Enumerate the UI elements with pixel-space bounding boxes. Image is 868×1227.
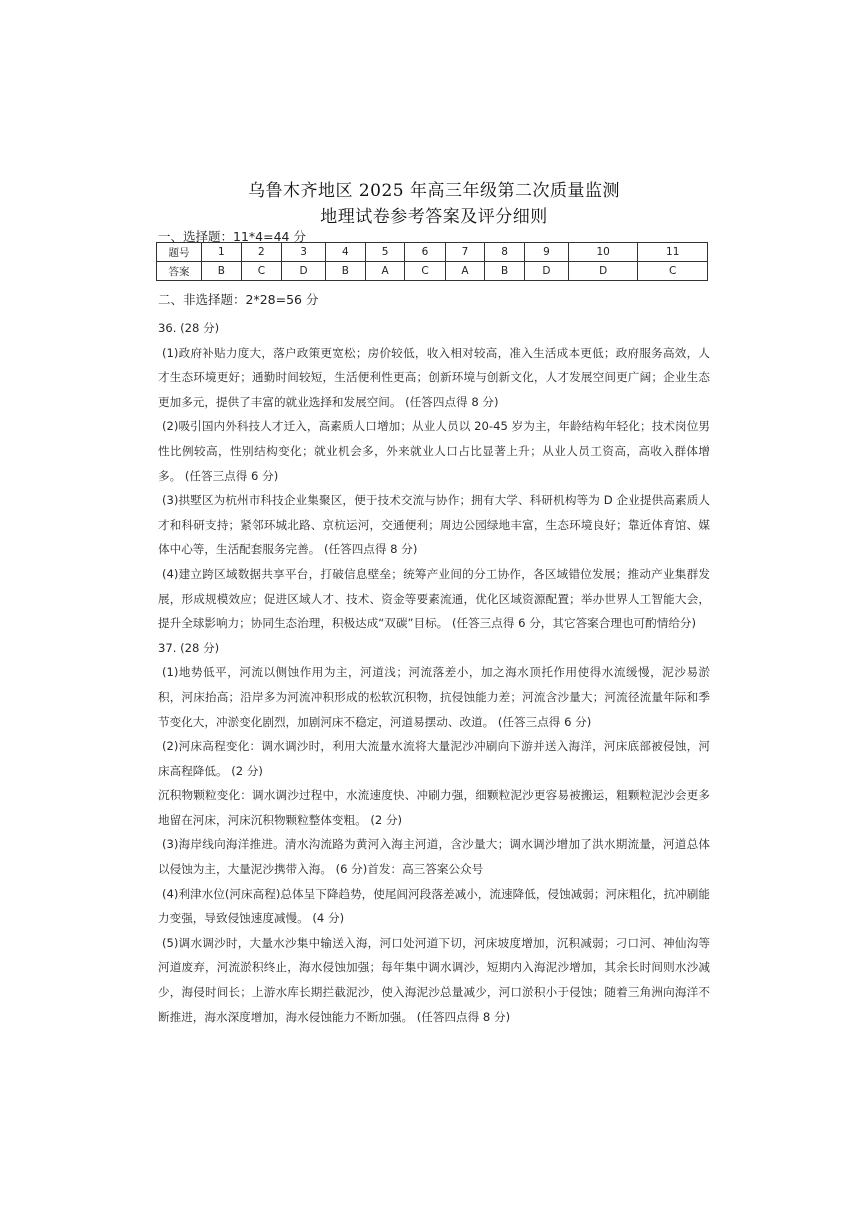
q37-answer-2: (2)河床高程变化：调水调沙时，利用大流量水流将大量泥沙冲刷向下游并送入海洋，河床底部被侵蚀，河床高程降低。 (2 分): [158, 739, 710, 778]
answer-cell: B: [485, 262, 525, 281]
answer-content: [158, 316, 710, 1029]
q36-answer-4: (4)建立跨区域数据共享平台，打破信息壁垒；统筹产业间的分工协作，各区域错位发展；推动产业集群发展，形成规模效应；促进区域人才、技术、资金等要素流通，优化区域资源配置；举办世界人工智能大会，提升全球影响力；协同生态治理，积极达成“双碳”目标。 (任答三点得 6 分，其它答案合理也可酌情给分): [158, 566, 710, 631]
answer-cell: C: [638, 262, 708, 281]
answer-cell: A: [445, 262, 485, 281]
table-row-questions: [157, 243, 708, 262]
question-number-cell: 8: [485, 243, 525, 262]
answer-cell: D: [568, 262, 638, 281]
question-37-label: 37. (28 分): [158, 640, 220, 655]
section-heading-choice: 一、选择题：11*4=44 分: [158, 229, 306, 244]
question-number-cell: 10: [568, 243, 638, 262]
q36-answer-2: (2)吸引国内外科技人才迁入，高素质人口增加；从业人员以 20-45 岁为主，年龄结构年轻化；技术岗位男性比例较高，性别结构变化；就业机会多，外来就业人口占比显著上升；从业人员工资高，高收入群体增多。 (任答三点得 6 分): [158, 419, 710, 483]
question-number-cell: 7: [445, 243, 485, 262]
question-36-label: 36. (28 分): [158, 321, 220, 335]
question-number-cell: 2: [241, 243, 281, 262]
row-label-answer: 答案: [157, 262, 202, 281]
answer-cell: B: [326, 262, 366, 281]
q37-answer-3: (3)海岸线向海洋推进。清水沟流路为黄河入海主河道，含沙量大；调水调沙增加了洪水期流量，河道总体以侵蚀为主，大量泥沙携带入海。 (6 分)首发：高三答案公众号: [158, 837, 710, 877]
question-number-cell: 6: [405, 243, 445, 262]
question-number-cell: 3: [282, 243, 326, 262]
answer-cell: A: [365, 262, 405, 281]
question-number-cell: 5: [365, 243, 405, 262]
q36-answer-1: (1)政府补贴力度大，落户政策更宽松；房价较低，收入相对较高，准入生活成本更低；政府服务高效，人才生态环境更好；通勤时间较短，生活便利性更高；创新环境与创新文化，人才发展空间更广阔；企业生态更加多元，提供了丰富的就业选择和发展空间。 (任答四点得 8 分): [158, 345, 710, 409]
question-number-cell: 9: [524, 243, 568, 262]
document-subtitle: 地理试卷参考答案及评分细则: [320, 207, 548, 227]
q37-answer-2b: 沉积物颗粒变化：调水调沙过程中，水流速度快、冲刷力强，细颗粒泥沙更容易被搬运，粗颗粒泥沙会更多地留在河床，河床沉积物颗粒整体变粗。 (2 分): [158, 788, 710, 827]
question-number-cell: 4: [326, 243, 366, 262]
question-number-cell: 1: [202, 243, 242, 262]
document-title: 乌鲁木齐地区 2025 年高三年级第二次质量监测: [247, 181, 621, 201]
answer-cell: B: [202, 262, 242, 281]
q37-answer-4: (4)利津水位(河床高程)总体呈下降趋势，使尾闾河段落差减小，流速降低，侵蚀减弱；河床粗化，抗冲刷能力变强，导致侵蚀速度减慢。 (4 分): [158, 886, 710, 926]
answer-cell: C: [241, 262, 281, 281]
q37-answer-1: (1)地势低平，河流以侧蚀作用为主，河道浅；河流落差小，加之海水顶托作用使得水流缓慢，泥沙易淤积，河床抬高；沿岸多为河流冲积形成的松软沉积物，抗侵蚀能力差；河流含沙量大；河流径流量年际和季节变化大，冲淤变化剧烈，加剧河床不稳定，河道易摆动、改道。 (任答三点得 6 分): [158, 665, 710, 729]
q37-answer-5: (5)调水调沙时，大量水沙集中输送入海，河口处河道下切，河床坡度增加，沉积减弱；刁口河、神仙沟等河道废弃，河流淤积终止，海水侵蚀加强；每年集中调水调沙，短期内入海泥沙增加，其余长时间则水沙减少，海侵时间长；上游水库长期拦截泥沙，使入海泥沙总量减少，河口淤积小于侵蚀；随着三角洲向海洋不断推进，海水深度增加，海水侵蚀能力不断加强。 (任答四点得 8 分): [158, 935, 710, 1024]
table-row-answers: [157, 262, 708, 281]
row-label-question: 题号: [157, 243, 202, 262]
section-heading-nonchoice: 二、非选择题：2*28=56 分: [158, 292, 319, 307]
question-number-cell: 11: [638, 243, 708, 262]
answer-cell: D: [524, 262, 568, 281]
answer-cell: C: [405, 262, 445, 281]
answer-cell: D: [282, 262, 326, 281]
q36-answer-3: (3)拱墅区为杭州市科技企业集聚区，便于技术交流与协作；拥有大学、科研机构等为 D 企业提供高素质人才和科研支持；紧邻环城北路、京杭运河，交通便利；周边公园绿地丰富，生态环境良好；靠近体育馆、媒体中心等，生活配套服务完善。 (任答四点得 8 分): [158, 493, 710, 557]
answer-key-table: [156, 242, 708, 281]
